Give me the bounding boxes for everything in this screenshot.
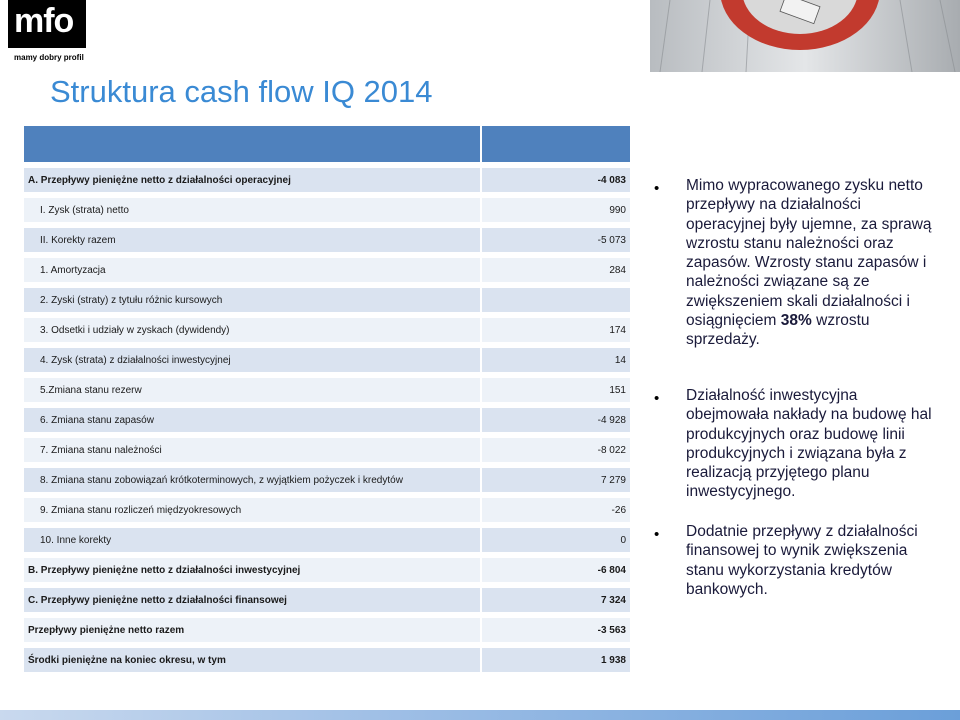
row-value: -26 [611,504,626,516]
row-label: 7. Zmiana stanu należności [40,444,162,456]
commentary-text-part: Mimo wypracowanego zysku netto przepływy na działalności operacyjnej były ujemne, za sprawą wzrostu stanu należności oraz zapasów. Wzrosty stanu zapasów i należności związane są ze zwiększeniem skali działalności i osiągnięciem [686,177,932,330]
footer-bar [0,710,960,720]
commentary-text-part: wzrostu sprzedaży. [686,312,870,349]
row-value: -3 563 [597,624,626,636]
table-row [24,618,630,642]
bullet-icon: • [654,180,660,197]
row-value: -6 804 [597,564,626,576]
table-row [24,588,630,612]
commentary-text-part: Dodatnie przepływy z działalności finansowej to wynik zwiększenia stanu wykorzystania kredytów bankowych. [686,523,918,598]
row-label: I. Zysk (strata) netto [40,204,129,216]
row-value: 7 279 [600,474,626,486]
table-row [24,348,630,372]
commentary-text-part: Działalność inwestycyjna obejmowała nakłady na budowę hal produkcyjnych oraz budowę linii produkcyjnych i związana była z realizacją przyjętego planu inwestycyjnego. [686,387,932,501]
table-header-col1 [24,126,480,162]
row-label: 1. Amortyzacja [40,264,106,276]
row-label: 8. Zmiana stanu zobowiązań krótkoterminowych, z wyjątkiem pożyczek i kredytów [40,474,403,486]
row-label: A. Przepływy pieniężne netto z działalności operacyjnej [28,174,291,186]
page-title: Struktura cash flow IQ 2014 [50,74,433,109]
header-photo [650,0,960,72]
table-header-col2 [482,126,630,162]
table-row [24,468,630,492]
row-label: 6. Zmiana stanu zapasów [40,414,154,426]
logo-text: mfo [14,2,74,40]
table-row [24,378,630,402]
row-value: 151 [609,384,626,396]
table-row [24,528,630,552]
row-label: 4. Zysk (strata) z działalności inwestycyjnej [40,354,231,366]
bullet-icon: • [654,526,660,543]
commentary-highlight: 38% [780,312,812,330]
row-value: 284 [609,264,626,276]
row-value: 990 [609,204,626,216]
commentary-text [686,386,944,502]
table-row [24,318,630,342]
table-row [24,558,630,582]
row-label: 2. Zyski (straty) z tytułu różnic kursowych [40,294,223,306]
row-label: Środki pieniężne na koniec okresu, w tym [28,654,226,666]
row-value: 174 [609,324,626,336]
row-value: 7 324 [600,594,626,606]
table-row [24,438,630,462]
row-label: 10. Inne korekty [40,534,112,546]
table-row [24,198,630,222]
row-value: -5 073 [597,234,626,246]
row-value: -4 928 [597,414,626,426]
column-separator [480,162,482,678]
header-photo-graphic [650,0,960,72]
row-label: 3. Odsetki i udziały w zyskach (dywidendy) [40,324,230,336]
row-label: B. Przepływy pieniężne netto z działalności inwestycyjnej [28,564,301,576]
logo-tagline: mamy dobry profil [14,53,84,62]
row-label: 5.Zmiana stanu rezerw [40,384,142,396]
commentary-text [686,176,944,350]
table-row [24,498,630,522]
row-label: II. Korekty razem [40,234,116,246]
table-row [24,258,630,282]
table-row [24,288,630,312]
row-label: C. Przepływy pieniężne netto z działalności finansowej [28,594,287,606]
row-value: 14 [614,354,626,366]
table-row [24,228,630,252]
table-row [24,648,630,672]
row-value: -8 022 [597,444,626,456]
row-value: -4 083 [597,174,626,186]
row-value: 1 938 [600,654,626,666]
row-label: 9. Zmiana stanu rozliczeń międzyokresowych [40,504,242,516]
table-row [24,168,630,192]
row-value: 0 [620,534,626,546]
bullet-icon: • [654,390,660,407]
commentary-text [686,522,944,599]
row-label: Przepływy pieniężne netto razem [28,624,185,636]
table-row [24,408,630,432]
